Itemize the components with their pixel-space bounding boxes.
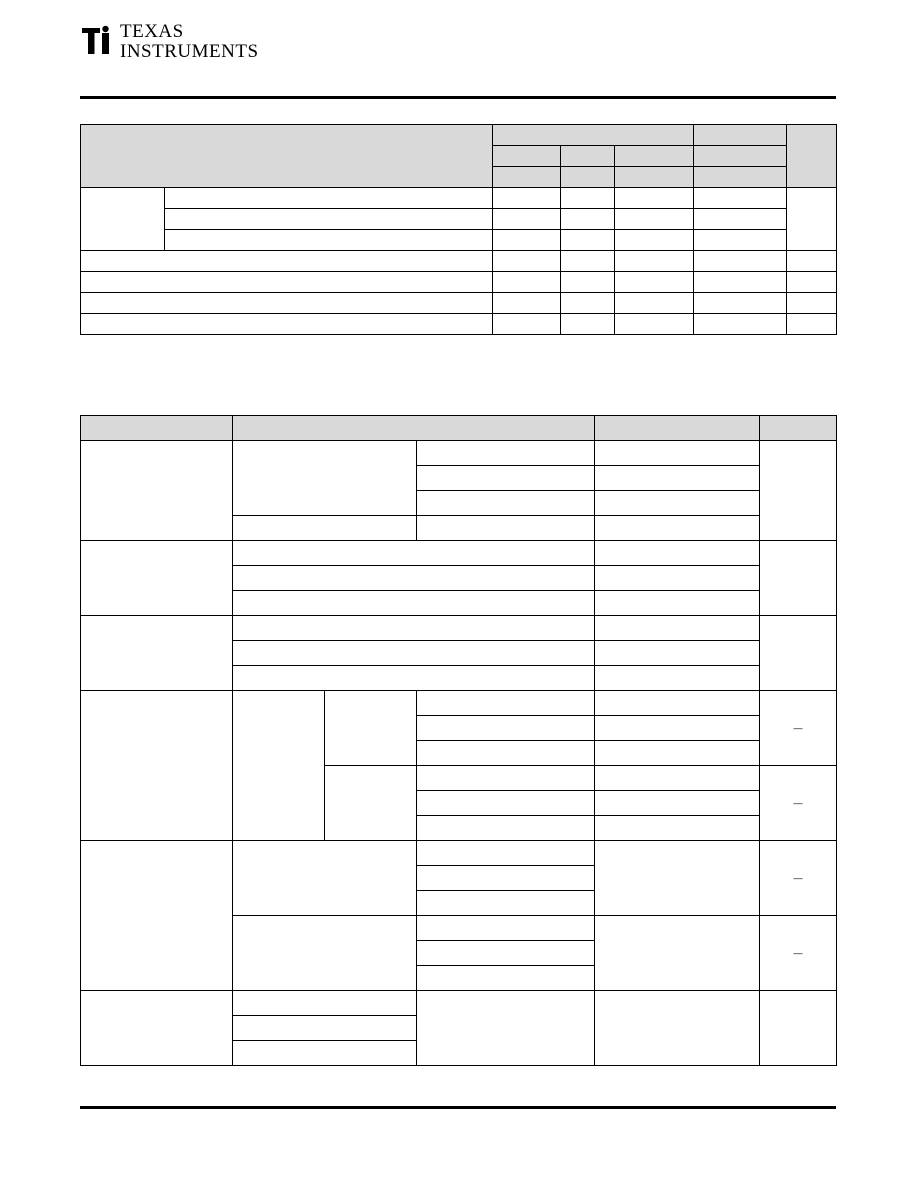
- table-cell: [493, 146, 561, 167]
- table-cell: [561, 314, 615, 335]
- table-cell: [615, 146, 694, 167]
- table-cell: [81, 616, 233, 691]
- table-header-cell: [760, 416, 837, 441]
- table-cell: [493, 293, 561, 314]
- table-cell: [595, 791, 760, 816]
- table-cell: [615, 209, 694, 230]
- table-cell: [561, 251, 615, 272]
- table-header-cell: [595, 416, 760, 441]
- table-cell: [233, 641, 595, 666]
- table-row: [81, 616, 837, 641]
- table-cell: [81, 841, 233, 991]
- table-row: [81, 314, 837, 335]
- table-cell: [787, 188, 837, 251]
- specifications-table-top: [80, 124, 837, 335]
- table-cell: [81, 293, 493, 314]
- table-cell: [615, 251, 694, 272]
- table-cell: [417, 466, 595, 491]
- table-cell: [233, 666, 595, 691]
- table-cell: [561, 167, 615, 188]
- table-cell: [417, 716, 595, 741]
- table-cell: [694, 314, 787, 335]
- table-cell: [233, 1041, 417, 1066]
- table-cell: [595, 991, 760, 1066]
- ti-logo-line1: TEXAS: [120, 21, 184, 42]
- specifications-table-bottom: [80, 415, 837, 1066]
- table-row: [81, 991, 837, 1016]
- table-cell: [325, 766, 417, 841]
- table-cell: [81, 541, 233, 616]
- table-cell: [417, 516, 595, 541]
- table-cell-dash: —: [760, 766, 837, 841]
- table-cell: [233, 591, 595, 616]
- table-cell: [595, 616, 760, 641]
- table-cell: [417, 866, 595, 891]
- table-cell: [417, 766, 595, 791]
- table-cell: [694, 146, 787, 167]
- table-cell: [325, 691, 417, 766]
- ti-logo-icon: [80, 24, 114, 58]
- table-cell: [81, 188, 165, 251]
- table-cell: [233, 516, 417, 541]
- table-cell: [81, 691, 233, 841]
- table-cell: [561, 230, 615, 251]
- table-cell: [493, 167, 561, 188]
- table-cell: [694, 125, 787, 146]
- table-cell: [595, 841, 760, 916]
- table-cell: [233, 441, 417, 516]
- table-cell: [233, 541, 595, 566]
- table-cell: [595, 641, 760, 666]
- table-cell: [417, 816, 595, 841]
- page-header: [0, 0, 918, 100]
- table-cell: [615, 272, 694, 293]
- table-cell: [493, 272, 561, 293]
- table-cell: [493, 230, 561, 251]
- table-cell: [760, 616, 837, 691]
- table-cell: [81, 125, 493, 188]
- table-cell: [694, 251, 787, 272]
- table-cell: [595, 591, 760, 616]
- table-row: [81, 691, 837, 716]
- table-cell: [233, 616, 595, 641]
- table-cell: [233, 1016, 417, 1041]
- table-cell: [417, 441, 595, 466]
- table-cell: [694, 167, 787, 188]
- table-cell: [561, 272, 615, 293]
- table-cell: [493, 209, 561, 230]
- table-cell: [595, 516, 760, 541]
- table-cell: [81, 314, 493, 335]
- table-cell: [787, 251, 837, 272]
- table-cell: [81, 251, 493, 272]
- table-cell: [417, 891, 595, 916]
- table-cell: [694, 188, 787, 209]
- table-cell: [595, 491, 760, 516]
- table-cell: [561, 293, 615, 314]
- header-rule: [80, 96, 836, 99]
- table-cell: [81, 991, 233, 1066]
- table-cell: [493, 314, 561, 335]
- table-cell: [233, 916, 417, 991]
- table-cell: [787, 314, 837, 335]
- table-cell: [694, 272, 787, 293]
- table-cell: [760, 441, 837, 541]
- table-cell: [417, 966, 595, 991]
- table-cell: [595, 916, 760, 991]
- table-header-cell: [233, 416, 595, 441]
- table-cell: [561, 209, 615, 230]
- table-cell-dash: —: [760, 841, 837, 916]
- table-cell: [595, 816, 760, 841]
- table-cell: [595, 716, 760, 741]
- table-cell: [595, 541, 760, 566]
- table-cell: [595, 566, 760, 591]
- table-cell: [615, 188, 694, 209]
- table-cell: [233, 566, 595, 591]
- table-row: [81, 188, 837, 209]
- table-cell: [493, 125, 694, 146]
- table-cell: [233, 691, 325, 841]
- table-cell: [595, 691, 760, 716]
- table-cell: [615, 314, 694, 335]
- table-cell: [417, 916, 595, 941]
- table-cell: [165, 209, 493, 230]
- table-cell: [694, 209, 787, 230]
- table-row: [81, 230, 837, 251]
- table-cell: [165, 230, 493, 251]
- table-cell: [615, 293, 694, 314]
- table-cell: [233, 991, 417, 1016]
- table-cell: [81, 272, 493, 293]
- table-row: [81, 293, 837, 314]
- table-cell: [81, 441, 233, 541]
- table-row: [81, 272, 837, 293]
- table-cell: [417, 491, 595, 516]
- ti-logo: [80, 22, 300, 70]
- table-cell: [694, 293, 787, 314]
- table-row: [81, 841, 837, 866]
- table-header-row: [81, 416, 837, 441]
- table-cell: [417, 991, 595, 1066]
- ti-logo-line2: INSTRUMENTS: [120, 40, 259, 62]
- table-row: [81, 125, 837, 146]
- table-row: [81, 441, 837, 466]
- footer-rule: [80, 1106, 836, 1109]
- table-cell: [233, 841, 417, 916]
- table-cell: [595, 666, 760, 691]
- table-cell: [493, 188, 561, 209]
- table-row: [81, 209, 837, 230]
- table-row: [81, 541, 837, 566]
- table-cell: [561, 188, 615, 209]
- table-header-cell: [81, 416, 233, 441]
- table-cell: [493, 251, 561, 272]
- table-cell-dash: —: [760, 916, 837, 991]
- table-cell: [595, 466, 760, 491]
- table-cell: [417, 941, 595, 966]
- table-cell: [417, 791, 595, 816]
- table-cell: [595, 441, 760, 466]
- table-cell: [760, 541, 837, 616]
- table-cell: [165, 188, 493, 209]
- table-cell: [694, 230, 787, 251]
- table-cell: [615, 167, 694, 188]
- table-cell: [595, 741, 760, 766]
- table-cell: [417, 691, 595, 716]
- table-cell: [760, 991, 837, 1066]
- table-row: [81, 251, 837, 272]
- table-cell: [417, 741, 595, 766]
- table-cell: [417, 841, 595, 866]
- table-cell: [561, 146, 615, 167]
- table-cell: [787, 272, 837, 293]
- table-cell: [787, 293, 837, 314]
- table-cell: [595, 766, 760, 791]
- table-cell: [615, 230, 694, 251]
- ti-logo-text: [120, 22, 259, 62]
- table-cell: [787, 125, 837, 188]
- table-cell-dash: —: [760, 691, 837, 766]
